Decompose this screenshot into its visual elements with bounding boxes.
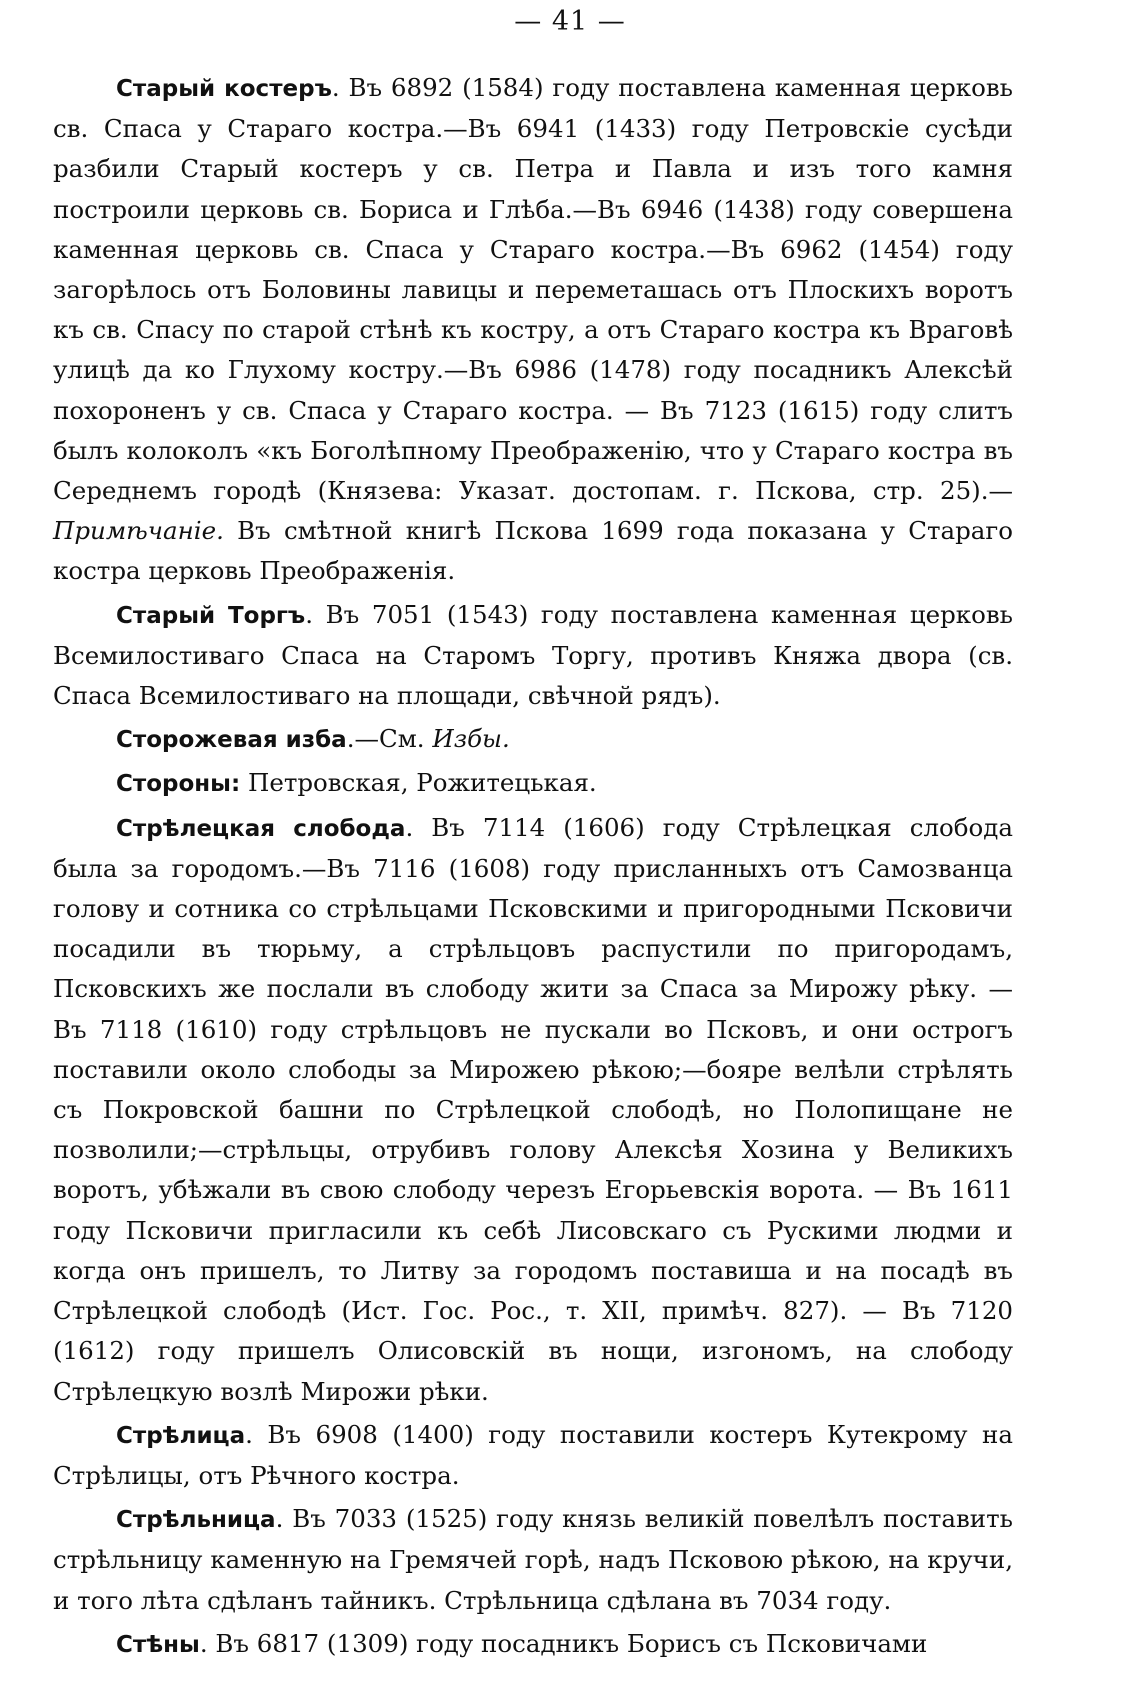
entry-text: . Въ 6817 (1309) году посадникъ Борисъ съ Псковичами: [199, 1628, 928, 1658]
entry-text: . Въ 6908 (1400) году поставили костеръ Кутекрому на Стрѣлицы, отъ Рѣчного костра.: [53, 1419, 1013, 1490]
entry-heading: Стрѣлецкая слобода: [116, 815, 406, 842]
entry-text: . Въ 7114 (1606) году Стрѣлецкая слобода была за городомъ.—Въ 7116 (1608) году присланныхъ отъ Самозванца голову и сотника со стрѣльцами Псковскими и пригородными Псковичи посадили въ тюрьму, а стрѣльцовъ распустили по пригородамъ, Псковскихъ же послали въ слободу жити за Спаса за Мирожу рѣку. — Въ 7118 (1610) году стрѣльцовъ не пускали во Псковъ, и они острогъ поставили около слободы за Мирожею рѣкою;—бояре велѣли стрѣлять съ Покровской башни по Стрѣлецкой слободѣ, но Полопищане не позволили;—стрѣльцы, отрубивъ голову Алексѣя Хозина у Великихъ воротъ, убѣжали въ свою слободу черезъ Егорьевскія ворота. — Въ 1611 году Псковичи пригласили къ себѣ Лисовскаго съ Рускими людми и когда онъ пришелъ, то Литву за городомъ поставиша и на посадѣ въ Стрѣлецкой слободѣ (Ист. Гос. Рос., т. XII, примѣч. 827). — Въ 7120 (1612) году пришелъ Олисовскій въ нощи, изгономъ, на слободу Стрѣлецкую возлѣ Мирожи рѣки.: [53, 812, 1013, 1406]
entry-storony: [53, 763, 1013, 804]
page-text: [53, 68, 1013, 1668]
entry-strelnitsa: [53, 1499, 1013, 1621]
entry-text: . Въ 6892 (1584) году поставлена каменная церковь св. Спаса у Стараго костра.—Въ 6941 (1433) году Петровскіе сусѣди разбили Старый костеръ у св. Петра и Павла и изъ того камня построили церковь св. Бориса и Глѣба.—Въ 6946 (1438) году совершена каменная церковь св. Спаса у Стараго костра.—Въ 6962 (1454) году загорѣлось отъ Боловины лавицы и переметашась отъ Плоскихъ воротъ къ св. Спасу по старой стѣнѣ къ костру, а отъ Стараго костра къ Враговѣ улицѣ да ко Глухому костру.—Въ 6986 (1478) году посадникъ Алексѣй похороненъ у св. Спаса у Стараго костра. — Въ 7123 (1615) году слитъ былъ колоколъ «къ Боголѣпному Преображенію, что у Стараго костра въ Середнемъ городѣ (Князева: Указат. достопам. г. Пскова, стр. 25).—: [53, 73, 1013, 506]
entry-heading: Стрѣлица: [116, 1422, 246, 1449]
page-number: — 41 —: [514, 6, 626, 37]
entry-text: Петровская, Рожитецькая.: [240, 768, 597, 798]
entry-stary-torg: [53, 595, 1013, 717]
entry-text: . Въ 7051 (1543) году поставлена каменная церковь Всемилостиваго Спаса на Старомъ Торгу, противъ Княжа двора (св. Спаса Всемилостиваго на площади, свѣчной рядъ).: [53, 599, 1013, 711]
entry-heading: Стрѣльница: [116, 1507, 276, 1534]
entry-heading: Старый костеръ: [116, 76, 332, 102]
entry-steny: [53, 1624, 1013, 1665]
entry-heading: Стороны:: [116, 771, 241, 798]
entry-text: . Въ 7033 (1525) году князь великій повелѣлъ поставить стрѣльницу каменную на Гремячей горѣ, надъ Псковою рѣкою, на кручи, и того лѣта сдѣланъ тайникъ. Стрѣльница сдѣлана въ 7034 году.: [53, 1504, 1013, 1615]
entry-storozhevaya-izba: [53, 719, 1013, 760]
note-label: Примѣчаніе.: [53, 516, 224, 546]
entry-strelitsa: [53, 1415, 1013, 1496]
entry-heading: Старый Торгъ: [116, 602, 306, 629]
cross-reference: Избы.: [432, 724, 510, 754]
entry-stary-koster: [53, 68, 1013, 592]
entry-streletskaya-sloboda: [53, 808, 1013, 1412]
entry-heading: Сторожевая изба: [116, 727, 347, 754]
entry-text: Въ смѣтной книгѣ Пскова 1699 года показана у Стараго костра церковь Преображенія.: [53, 516, 1013, 586]
entry-heading: Стѣны: [116, 1631, 200, 1658]
entry-text: .—См.: [346, 724, 433, 754]
